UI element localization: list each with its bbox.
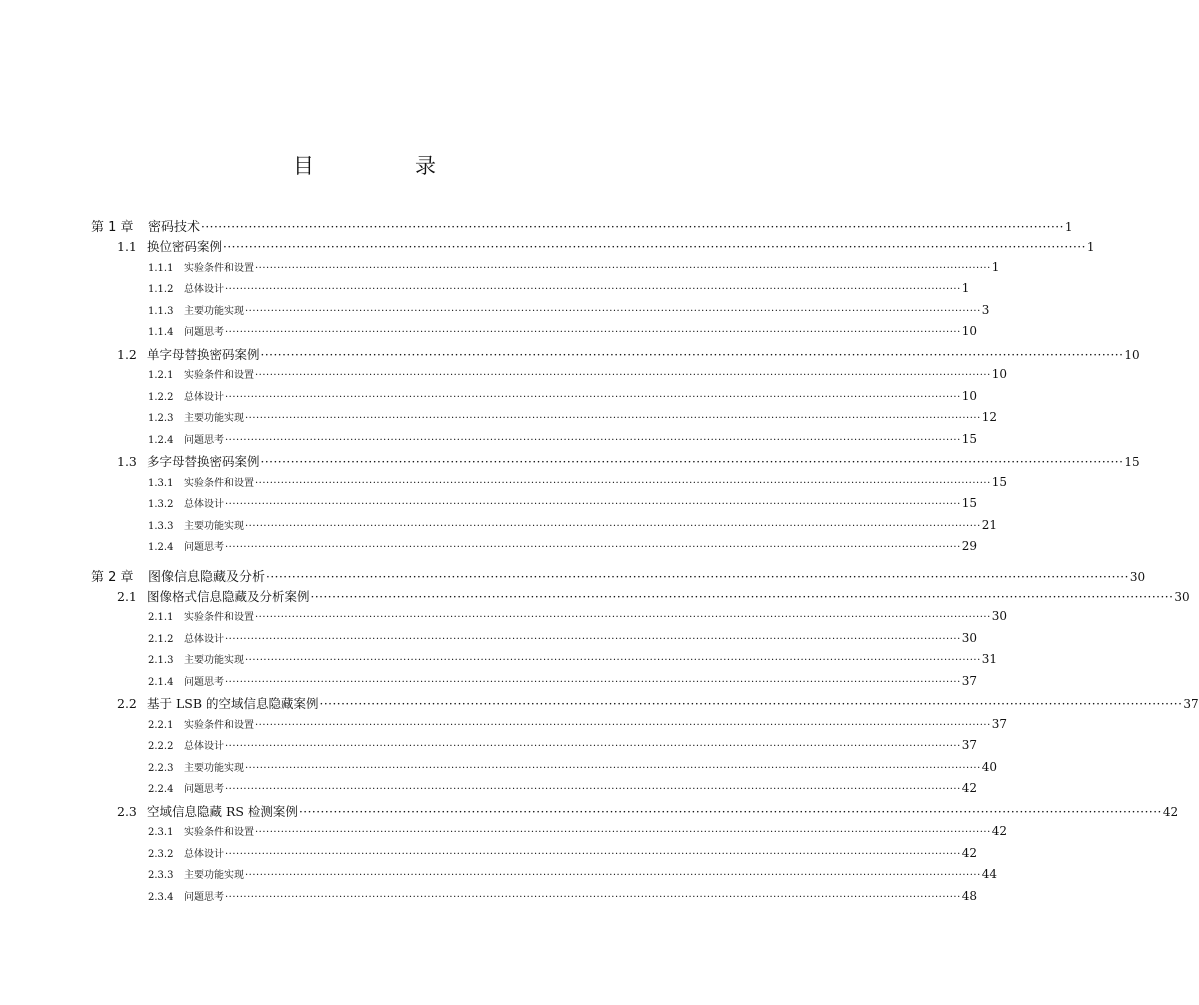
toc-entry-label: [91, 737, 225, 752]
toc-entry-chapter[interactable]: [91, 216, 1073, 237]
toc-entry-page-number: 1: [961, 281, 970, 295]
toc-entry-number: 1.2.4: [148, 542, 174, 553]
dot-leader: ········································································································································································································: [225, 327, 961, 338]
toc-entry-label: [91, 259, 255, 274]
toc-entry-title: 实验条件和设置: [184, 262, 254, 274]
toc-entry-number: 2.3: [117, 803, 137, 819]
toc-entry-label: [91, 366, 255, 381]
toc-entry-page-number: 44: [981, 867, 998, 881]
dot-leader: ········································································································································································································: [266, 569, 1129, 584]
toc-entry-sub[interactable]: [91, 630, 978, 652]
toc-entry-title: 主要功能实现: [184, 762, 244, 774]
toc-entry-label: [91, 452, 261, 470]
toc-entry-section[interactable]: [91, 802, 1179, 824]
toc-entry-number: 第 1 章: [91, 220, 134, 235]
toc-entry-number: 2.2.4: [148, 784, 174, 795]
dot-leader: ········································································································································································································: [255, 719, 991, 731]
toc-entry-label: [91, 237, 223, 255]
dot-leader: ········································································································································································································: [255, 477, 991, 489]
toc-entry-title: 问题思考: [184, 434, 224, 446]
toc-entry-page-number: 37: [961, 673, 978, 688]
toc-entry-section[interactable]: [91, 587, 1190, 609]
toc-entry-title: 总体设计: [184, 391, 224, 403]
toc-entry-label: [91, 495, 225, 510]
toc-entry-number: 1.1.3: [148, 305, 174, 317]
dot-leader: ········································································································································································································: [201, 220, 1064, 234]
toc-entry-number: 1.3.3: [148, 520, 174, 532]
dot-leader: ········································································································································································································: [245, 870, 981, 881]
toc-entry-page-number: 30: [1129, 569, 1146, 584]
toc-entry-number: 2.3.3: [148, 870, 174, 881]
toc-entry-label: [91, 845, 225, 860]
toc-entry-page-number: 42: [961, 845, 978, 860]
dot-leader: ········································································································································································································: [245, 413, 981, 424]
toc-entry-label: [91, 673, 225, 688]
toc-entry-label: [91, 802, 299, 820]
dot-leader: ········································································································································································································: [225, 284, 961, 295]
toc-entry-label: [91, 587, 311, 605]
toc-entry-section[interactable]: [91, 452, 1140, 474]
toc-entry-number: 2.3.1: [148, 827, 174, 838]
toc-entry-sub[interactable]: [91, 474, 1008, 496]
toc-entry-page-number: 30: [961, 630, 978, 645]
toc-entry-sub[interactable]: [91, 823, 1008, 845]
dot-leader: ········································································································································································································: [255, 262, 991, 274]
toc-entry-sub[interactable]: [91, 759, 998, 781]
toc-entry-page-number: 42: [961, 781, 978, 795]
toc-entry-sub[interactable]: [91, 651, 998, 673]
toc-entry-page-number: 40: [981, 759, 998, 774]
toc-entry-page-number: 37: [1183, 697, 1199, 711]
toc-entry-section[interactable]: [91, 237, 1095, 259]
toc-entry-title: 单字母替换密码案例: [147, 346, 260, 362]
dot-leader: ········································································································································································································: [225, 676, 961, 688]
toc-entry-title: 实验条件和设置: [184, 370, 254, 381]
toc-entry-title: 问题思考: [184, 784, 224, 795]
dot-leader: ········································································································································································································: [310, 589, 1174, 604]
toc-entry-number: 2.3.4: [148, 891, 174, 903]
toc-entry-label: [91, 780, 225, 795]
toc-entry-sub[interactable]: [91, 259, 1000, 281]
toc-entry-title: 图像信息隐藏及分析: [148, 569, 266, 585]
toc-entry-title: 主要功能实现: [184, 655, 244, 666]
toc-entry-page-number: 37: [991, 716, 1008, 731]
dot-leader: ········································································································································································································: [225, 848, 961, 860]
toc-entry-label: [91, 216, 201, 235]
toc-entry-title: 图像格式信息隐藏及分析案例: [147, 588, 310, 604]
toc-entry-page-number: 1: [1064, 220, 1073, 234]
toc-entry-sub[interactable]: [91, 716, 1008, 738]
toc-entry-title: 问题思考: [184, 891, 224, 903]
toc-entry-number: 第 2 章: [91, 569, 134, 585]
dot-leader: ········································································································································································································: [223, 240, 1086, 254]
toc-entry-number: 2.1.3: [148, 655, 174, 666]
toc-entry-number: 1.3.1: [148, 477, 174, 489]
toc-entry-label: [91, 474, 255, 489]
dot-leader: ········································································································································································································: [245, 762, 981, 774]
toc-entry-label: [91, 866, 245, 881]
toc-entry-label: [91, 630, 225, 645]
dot-leader: ········································································································································································································: [225, 784, 961, 795]
dot-leader: ········································································································································································································: [319, 697, 1183, 711]
toc-entry-page-number: 1: [1086, 240, 1095, 254]
toc-entry-page-number: 10: [961, 388, 978, 403]
toc-entry-title: 总体设计: [184, 284, 224, 295]
toc-entry-title: 主要功能实现: [184, 870, 244, 881]
toc-entry-number: 1.2.2: [148, 391, 174, 403]
toc-entry-number: 2.1.1: [148, 612, 174, 623]
toc-entry-number: 1.1: [117, 239, 137, 254]
dot-leader: ········································································································································································································: [245, 305, 981, 317]
toc-entry-sub[interactable]: [91, 845, 978, 867]
toc-entry-number: 1.1.4: [148, 327, 174, 338]
toc-entry-sub[interactable]: [91, 280, 970, 302]
dot-leader: ········································································································································································································: [255, 370, 991, 381]
toc-entry-page-number: 30: [1174, 589, 1190, 604]
dot-leader: ········································································································································································································: [245, 655, 981, 666]
toc-entry-sub[interactable]: [91, 517, 998, 539]
toc-entry-sub[interactable]: [91, 866, 998, 888]
toc-entry-page-number: 3: [981, 302, 990, 317]
dot-leader: ········································································································································································································: [225, 499, 961, 510]
toc-entry-title: 问题思考: [184, 327, 224, 338]
toc-entry-label: [91, 323, 225, 338]
dot-leader: ········································································································································································································: [225, 542, 961, 553]
toc-entry-label: [91, 694, 320, 712]
toc-entry-number: 1.1.1: [148, 262, 174, 274]
toc-entry-number: 1.3.2: [148, 499, 174, 510]
toc-entry-label: [91, 716, 255, 731]
toc-entry-label: [91, 517, 245, 532]
toc-entry-label: [91, 280, 225, 295]
toc-entry-title: 主要功能实现: [184, 520, 244, 532]
toc-entry-title: 总体设计: [184, 499, 224, 510]
toc-entry-title: 基于 LSB 的空域信息隐藏案例: [147, 696, 319, 711]
toc-entry-label: [91, 409, 245, 424]
toc-entry-page-number: 10: [991, 367, 1008, 381]
toc-entry-sub[interactable]: [91, 737, 978, 759]
toc-entry-sub[interactable]: [91, 673, 978, 695]
toc-entry-chapter[interactable]: [91, 566, 1146, 587]
toc-entry-page-number: 37: [961, 738, 978, 752]
toc-entry-sub[interactable]: [91, 302, 990, 324]
toc-entry-title: 多字母替换密码案例: [147, 454, 260, 469]
toc-entry-label: [91, 888, 225, 903]
toc-entry-number: 2.1: [117, 588, 137, 604]
toc-entry-sub[interactable]: [91, 495, 978, 517]
toc-entry-page-number: 15: [961, 496, 978, 510]
toc-entry-sub[interactable]: [91, 608, 1008, 630]
toc-entry-sub[interactable]: [91, 780, 978, 802]
toc-entry-number: 2.2.2: [148, 741, 174, 752]
toc-entry-label: [91, 388, 225, 403]
toc-entry-title: 主要功能实现: [184, 413, 244, 424]
toc-entry-number: 2.2: [117, 696, 137, 711]
toc-entry-title: 空域信息隐藏 RS 检测案例: [147, 803, 298, 819]
dot-leader: ········································································································································································································: [225, 434, 961, 446]
toc-entry-sub[interactable]: [91, 888, 978, 910]
toc-entry-number: 1.2.1: [148, 370, 174, 381]
toc-entry-page-number: 42: [991, 824, 1008, 838]
toc-entry-label: [91, 302, 245, 317]
toc-entry-title: 总体设计: [184, 741, 224, 752]
dot-leader: ········································································································································································································: [298, 804, 1162, 819]
toc-entry-page-number: 12: [981, 410, 998, 424]
toc-entry-page-number: 15: [961, 431, 978, 446]
toc-entry-page-number: 48: [961, 888, 978, 903]
toc-entry-title: 总体设计: [184, 848, 224, 860]
toc-entry-page-number: 10: [961, 324, 978, 338]
toc-entry-sub[interactable]: [91, 409, 998, 431]
toc-entry-label: [91, 823, 255, 838]
toc-entry-label: [91, 345, 261, 363]
toc-entry-label: [91, 608, 255, 623]
toc-entry-title: 实验条件和设置: [184, 612, 254, 623]
dot-leader: ········································································································································································································: [255, 612, 991, 623]
toc-entry-title: 实验条件和设置: [184, 477, 254, 489]
dot-leader: ········································································································································································································: [225, 633, 961, 645]
toc-entry-page-number: 10: [1124, 347, 1140, 362]
toc-entry-number: 2.3.2: [148, 848, 174, 860]
toc-entry-sub[interactable]: [91, 388, 978, 410]
toc-entry-label: [91, 431, 225, 446]
dot-leader: ········································································································································································································: [225, 891, 961, 903]
toc-entry-page-number: 29: [961, 539, 978, 553]
toc-entry-title: 总体设计: [184, 633, 224, 645]
dot-leader: ········································································································································································································: [260, 347, 1124, 362]
dot-leader: ········································································································································································································: [225, 741, 961, 752]
toc-entry-title: 问题思考: [184, 542, 224, 553]
toc-entry-title: 问题思考: [184, 676, 224, 688]
toc-entry-page-number: 30: [991, 609, 1008, 623]
toc-entry-page-number: 15: [991, 474, 1008, 489]
dot-leader: ········································································································································································································: [255, 827, 991, 838]
toc-entry-page-number: 1: [991, 259, 1000, 274]
dot-leader: ········································································································································································································: [245, 520, 981, 532]
dot-leader: ········································································································································································································: [225, 391, 961, 403]
toc-entry-number: 1.2: [117, 346, 137, 362]
toc-entry-page-number: 42: [1162, 804, 1179, 819]
toc-entry-number: 1.1.2: [148, 284, 174, 295]
toc-entry-number: 1.3: [117, 454, 137, 469]
toc-entry-page-number: 21: [981, 517, 998, 532]
toc-entry-title: 换位密码案例: [147, 239, 223, 254]
page-title: 目 录: [293, 154, 476, 178]
toc-entry-label: [91, 566, 266, 585]
dot-leader: ········································································································································································································: [260, 455, 1124, 469]
toc-entry-page-number: 15: [1124, 455, 1140, 469]
toc-entry-label: [91, 759, 245, 774]
toc-entry-number: 1.2.3: [148, 413, 174, 424]
toc-entry-number: 2.1.2: [148, 633, 174, 645]
toc-entry-number: 1.2.4: [148, 434, 174, 446]
toc-entry-sub[interactable]: [91, 366, 1008, 388]
toc-entry-number: 2.2.3: [148, 762, 174, 774]
toc-entry-sub[interactable]: [91, 323, 978, 345]
toc-entry-sub[interactable]: [91, 538, 978, 560]
toc-entry-title: 密码技术: [148, 220, 201, 235]
toc-entry-page-number: 31: [981, 652, 998, 666]
toc-entry-section[interactable]: [91, 694, 1199, 716]
toc-entry-number: 2.2.1: [148, 719, 174, 731]
toc-entry-title: 实验条件和设置: [184, 719, 254, 731]
toc-entry-title: 实验条件和设置: [184, 827, 254, 838]
toc-entry-number: 2.1.4: [148, 676, 174, 688]
toc-entry-label: [91, 538, 225, 553]
toc-entry-sub[interactable]: [91, 431, 978, 453]
toc-entry-section[interactable]: [91, 345, 1140, 367]
toc-entry-label: [91, 651, 245, 666]
toc-entry-title: 主要功能实现: [184, 305, 244, 317]
table-of-contents: [91, 216, 1199, 909]
